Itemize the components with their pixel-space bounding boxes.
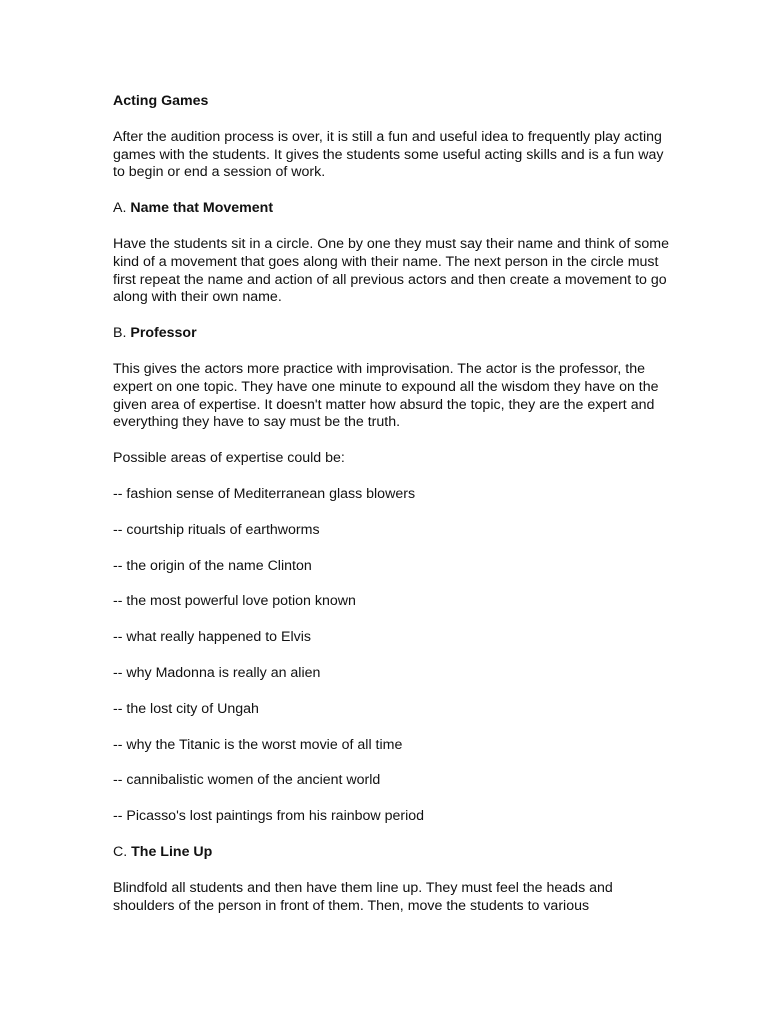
document-title: Acting Games bbox=[113, 93, 209, 109]
list-item: -- fashion sense of Mediterranean glass blowers bbox=[113, 485, 416, 502]
list-item: -- the origin of the name Clinton bbox=[113, 557, 312, 574]
section-body-c: Blindfold all students and then have them line up. They must feel the heads and shoulders of the person in front of them. Then, move the students to various bbox=[113, 879, 613, 914]
list-item: -- the most powerful love potion known bbox=[113, 593, 356, 610]
list-item: -- the lost city of Ungah bbox=[113, 700, 259, 717]
section-name: Professor bbox=[130, 325, 197, 342]
section-name: The Line Up bbox=[131, 843, 213, 860]
section-heading-c bbox=[113, 844, 673, 862]
document-page bbox=[113, 93, 673, 933]
section-name: Name that Movement bbox=[130, 200, 274, 217]
list-item: -- why the Titanic is the worst movie of all time bbox=[113, 736, 403, 753]
list-intro: Possible areas of expertise could be: bbox=[113, 450, 345, 467]
section-heading-b bbox=[113, 325, 673, 343]
section-heading-a bbox=[113, 200, 673, 218]
list-item: -- why Madonna is really an alien bbox=[113, 664, 321, 681]
list-item: -- cannibalistic women of the ancient world bbox=[113, 772, 381, 789]
list-item: -- what really happened to Elvis bbox=[113, 629, 311, 646]
list-item: -- Picasso's lost paintings from his rainbow period bbox=[113, 808, 425, 825]
intro-paragraph: After the audition process is over, it is still a fun and useful idea to frequently play acting games with the students. It gives the students some useful acting skills and is a fun way to begin or end a session of work. bbox=[113, 128, 664, 181]
section-body-a: Have the students sit in a circle. One by one they must say their name and think of some kind of a movement that goes along with their name. The next person in the circle must first repeat the name and action of all previous actors and then create a movement to go along with their own name. bbox=[113, 235, 669, 306]
section-letter: C. bbox=[113, 843, 128, 860]
section-letter: B. bbox=[113, 325, 127, 342]
section-body-b: This gives the actors more practice with improvisation. The actor is the professor, the expert on one topic. They have one minute to expound all the wisdom they have on the given area of expertise. It doesn't matter how absurd the topic, they are the expert and everything they have to say must be the truth. bbox=[113, 360, 659, 431]
list-item: -- courtship rituals of earthworms bbox=[113, 521, 320, 538]
section-letter: A. bbox=[113, 200, 127, 217]
